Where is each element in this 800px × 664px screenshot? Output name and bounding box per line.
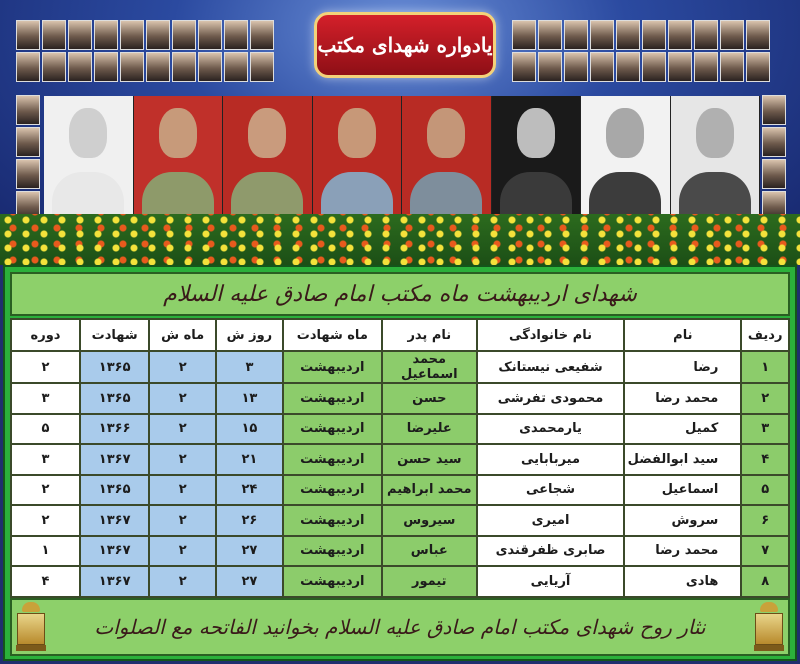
- martyrdom-month: اردیبهشت: [283, 566, 382, 597]
- martyr-thumbnail: [68, 20, 92, 50]
- row-number: ۵: [741, 475, 789, 506]
- martyrdom-day: ۳: [216, 351, 283, 383]
- martyr-thumbnail: [42, 20, 66, 50]
- martyrdom-month: اردیبهشت: [283, 383, 382, 414]
- class-period: ۲: [11, 475, 80, 506]
- table-row: [11, 414, 789, 445]
- row-number: ۷: [741, 536, 789, 567]
- first-name: اسماعیل: [624, 475, 741, 506]
- martyr-thumbnail: [224, 20, 248, 50]
- last-name: میربابایی: [477, 444, 625, 475]
- martyrdom-month: اردیبهشت: [283, 414, 382, 445]
- row-number: ۴: [741, 444, 789, 475]
- martyrdom-year: ۱۳۶۵: [80, 351, 149, 383]
- last-name: شفیعی نیستانک: [477, 351, 625, 383]
- martyr-thumbnail: [538, 20, 562, 50]
- class-period: ۲: [11, 351, 80, 383]
- first-name: هادی: [624, 566, 741, 597]
- martyr-portrait: [313, 96, 403, 214]
- martyr-thumbnail: [16, 20, 40, 50]
- martyr-thumbnail: [250, 52, 274, 82]
- martyr-thumbnail: [16, 127, 40, 157]
- martyr-thumbnail: [42, 52, 66, 82]
- martyr-thumbnail: [198, 20, 222, 50]
- martyrdom-year: ۱۳۶۷: [80, 566, 149, 597]
- first-name: رضا: [624, 351, 741, 383]
- father-name: محمد اسماعیل: [382, 351, 477, 383]
- martyr-thumbnail: [762, 159, 786, 189]
- table-row: [11, 536, 789, 567]
- martyrdom-month-number: ۲: [149, 536, 216, 567]
- father-name: سید حسن: [382, 444, 477, 475]
- martyrdom-day: ۲۷: [216, 536, 283, 567]
- martyrdom-day: ۱۵: [216, 414, 283, 445]
- martyr-thumbnail: [16, 95, 40, 125]
- martyr-thumbnail: [746, 20, 770, 50]
- martyr-thumbnail: [172, 20, 196, 50]
- table-row: [11, 444, 789, 475]
- header-cell: ردیف: [741, 319, 789, 351]
- martyrdom-month-number: ۲: [149, 444, 216, 475]
- martyr-thumbnail: [642, 52, 666, 82]
- class-period: ۱: [11, 536, 80, 567]
- martyrs-table: [10, 318, 790, 598]
- martyr-thumbnail: [720, 20, 744, 50]
- martyrdom-month-number: ۲: [149, 566, 216, 597]
- martyr-thumbnail: [146, 52, 170, 82]
- martyr-thumbnail: [668, 20, 692, 50]
- martyrdom-month: اردیبهشت: [283, 444, 382, 475]
- header-cell: روز ش: [216, 319, 283, 351]
- martyr-thumbnail: [762, 127, 786, 157]
- table-title-bar: [10, 272, 790, 316]
- martyrdom-month-number: ۲: [149, 351, 216, 383]
- header-cell: ماه شهادت: [283, 319, 382, 351]
- header-cell: نام پدر: [382, 319, 477, 351]
- martyr-portrait-strip: [44, 96, 760, 214]
- row-number: ۳: [741, 414, 789, 445]
- class-period: ۳: [11, 383, 80, 414]
- martyr-thumbnail: [198, 52, 222, 82]
- martyrdom-day: ۲۴: [216, 475, 283, 506]
- martyrdom-day: ۲۱: [216, 444, 283, 475]
- martyr-thumbnail: [616, 52, 640, 82]
- father-name: تیمور: [382, 566, 477, 597]
- table-row: [11, 475, 789, 506]
- martyr-thumbnail: [746, 52, 770, 82]
- footer-text: نثار روح شهدای مکتب امام صادق علیه السلام بخوانید الفاتحه مع الصلوات: [94, 615, 706, 639]
- martyrdom-month: اردیبهشت: [283, 536, 382, 567]
- martyr-thumbnail: [172, 52, 196, 82]
- martyr-thumbnail: [16, 52, 40, 82]
- martyr-thumbnail: [564, 20, 588, 50]
- first-name: سید ابوالفضل: [624, 444, 741, 475]
- last-name: صابری ظفرقندی: [477, 536, 625, 567]
- martyr-portrait: [492, 96, 582, 214]
- table-row: [11, 566, 789, 597]
- martyr-thumbnail: [720, 52, 744, 82]
- martyr-portrait: [671, 96, 761, 214]
- class-period: ۳: [11, 444, 80, 475]
- martyrdom-year: ۱۳۶۵: [80, 475, 149, 506]
- martyrdom-day: ۲۷: [216, 566, 283, 597]
- father-name: سیروس: [382, 505, 477, 536]
- martyrdom-month: اردیبهشت: [283, 505, 382, 536]
- martyr-thumbnail-grid-right: [512, 20, 770, 82]
- first-name: سروش: [624, 505, 741, 536]
- martyr-thumbnail: [224, 52, 248, 82]
- lantern-icon: [754, 602, 784, 650]
- martyrdom-year: ۱۳۶۶: [80, 414, 149, 445]
- last-name: یارمحمدی: [477, 414, 625, 445]
- martyr-thumbnail: [250, 20, 274, 50]
- last-name: امیری: [477, 505, 625, 536]
- father-name: علیرضا: [382, 414, 477, 445]
- memorial-banner: [0, 0, 800, 265]
- header-cell: ماه ش: [149, 319, 216, 351]
- class-period: ۲: [11, 505, 80, 536]
- martyrdom-month: اردیبهشت: [283, 475, 382, 506]
- martyr-thumbnail: [146, 20, 170, 50]
- header-cell: شهادت: [80, 319, 149, 351]
- table-title: شهدای اردیبهشت ماه مکتب امام صادق علیه السلام: [163, 281, 637, 307]
- row-number: ۲: [741, 383, 789, 414]
- father-name: عباس: [382, 536, 477, 567]
- martyrdom-month-number: ۲: [149, 383, 216, 414]
- martyr-thumbnail: [512, 20, 536, 50]
- martyr-portrait: [134, 96, 224, 214]
- last-name: شجاعی: [477, 475, 625, 506]
- row-number: ۸: [741, 566, 789, 597]
- martyrdom-year: ۱۳۶۷: [80, 536, 149, 567]
- martyrdom-month: اردیبهشت: [283, 351, 382, 383]
- martyrdom-year: ۱۳۶۵: [80, 383, 149, 414]
- table-row: [11, 351, 789, 383]
- martyr-thumbnail: [512, 52, 536, 82]
- class-period: ۴: [11, 566, 80, 597]
- martyr-thumbnail: [590, 20, 614, 50]
- martyr-portrait: [581, 96, 671, 214]
- martyr-portrait: [402, 96, 492, 214]
- martyrdom-day: ۱۳: [216, 383, 283, 414]
- header-cell: دوره: [11, 319, 80, 351]
- martyrdom-year: ۱۳۶۷: [80, 444, 149, 475]
- class-period: ۵: [11, 414, 80, 445]
- martyr-portrait: [44, 96, 134, 214]
- martyr-thumbnail-column-left: [16, 95, 40, 221]
- row-number: ۶: [741, 505, 789, 536]
- martyr-thumbnail: [16, 159, 40, 189]
- martyr-thumbnail: [694, 20, 718, 50]
- father-name: حسن: [382, 383, 477, 414]
- martyr-thumbnail: [120, 52, 144, 82]
- table-row: [11, 505, 789, 536]
- martyr-thumbnail-grid-left: [16, 20, 274, 82]
- martyr-thumbnail: [762, 95, 786, 125]
- martyrdom-day: ۲۶: [216, 505, 283, 536]
- martyr-thumbnail: [694, 52, 718, 82]
- martyr-thumbnail: [68, 52, 92, 82]
- martyr-thumbnail: [538, 52, 562, 82]
- martyr-thumbnail: [94, 20, 118, 50]
- martyrdom-year: ۱۳۶۷: [80, 505, 149, 536]
- father-name: محمد ابراهیم: [382, 475, 477, 506]
- first-name: کمیل: [624, 414, 741, 445]
- table-row: [11, 383, 789, 414]
- martyr-thumbnail: [642, 20, 666, 50]
- martyr-thumbnail: [120, 20, 144, 50]
- martyr-thumbnail: [590, 52, 614, 82]
- martyrdom-month-number: ۲: [149, 475, 216, 506]
- martyr-thumbnail: [564, 52, 588, 82]
- banner-title: یادواره شهدای مکتب: [317, 33, 493, 57]
- martyr-thumbnail: [616, 20, 640, 50]
- last-name: محمودی تفرشی: [477, 383, 625, 414]
- martyr-thumbnail: [94, 52, 118, 82]
- martyrdom-month-number: ۲: [149, 505, 216, 536]
- last-name: آریایی: [477, 566, 625, 597]
- first-name: محمد رضا: [624, 383, 741, 414]
- first-name: محمد رضا: [624, 536, 741, 567]
- fatiha-footer: [10, 598, 790, 656]
- martyr-thumbnail-column-right: [762, 95, 786, 221]
- header-cell: نام: [624, 319, 741, 351]
- martyrdom-month-number: ۲: [149, 414, 216, 445]
- table-header-row: [11, 319, 789, 351]
- lantern-icon: [16, 602, 46, 650]
- martyr-thumbnail: [668, 52, 692, 82]
- flower-field-decoration: [0, 214, 800, 265]
- banner-title-plaque: [314, 12, 496, 78]
- row-number: ۱: [741, 351, 789, 383]
- martyr-portrait: [223, 96, 313, 214]
- header-cell: نام خانوادگی: [477, 319, 625, 351]
